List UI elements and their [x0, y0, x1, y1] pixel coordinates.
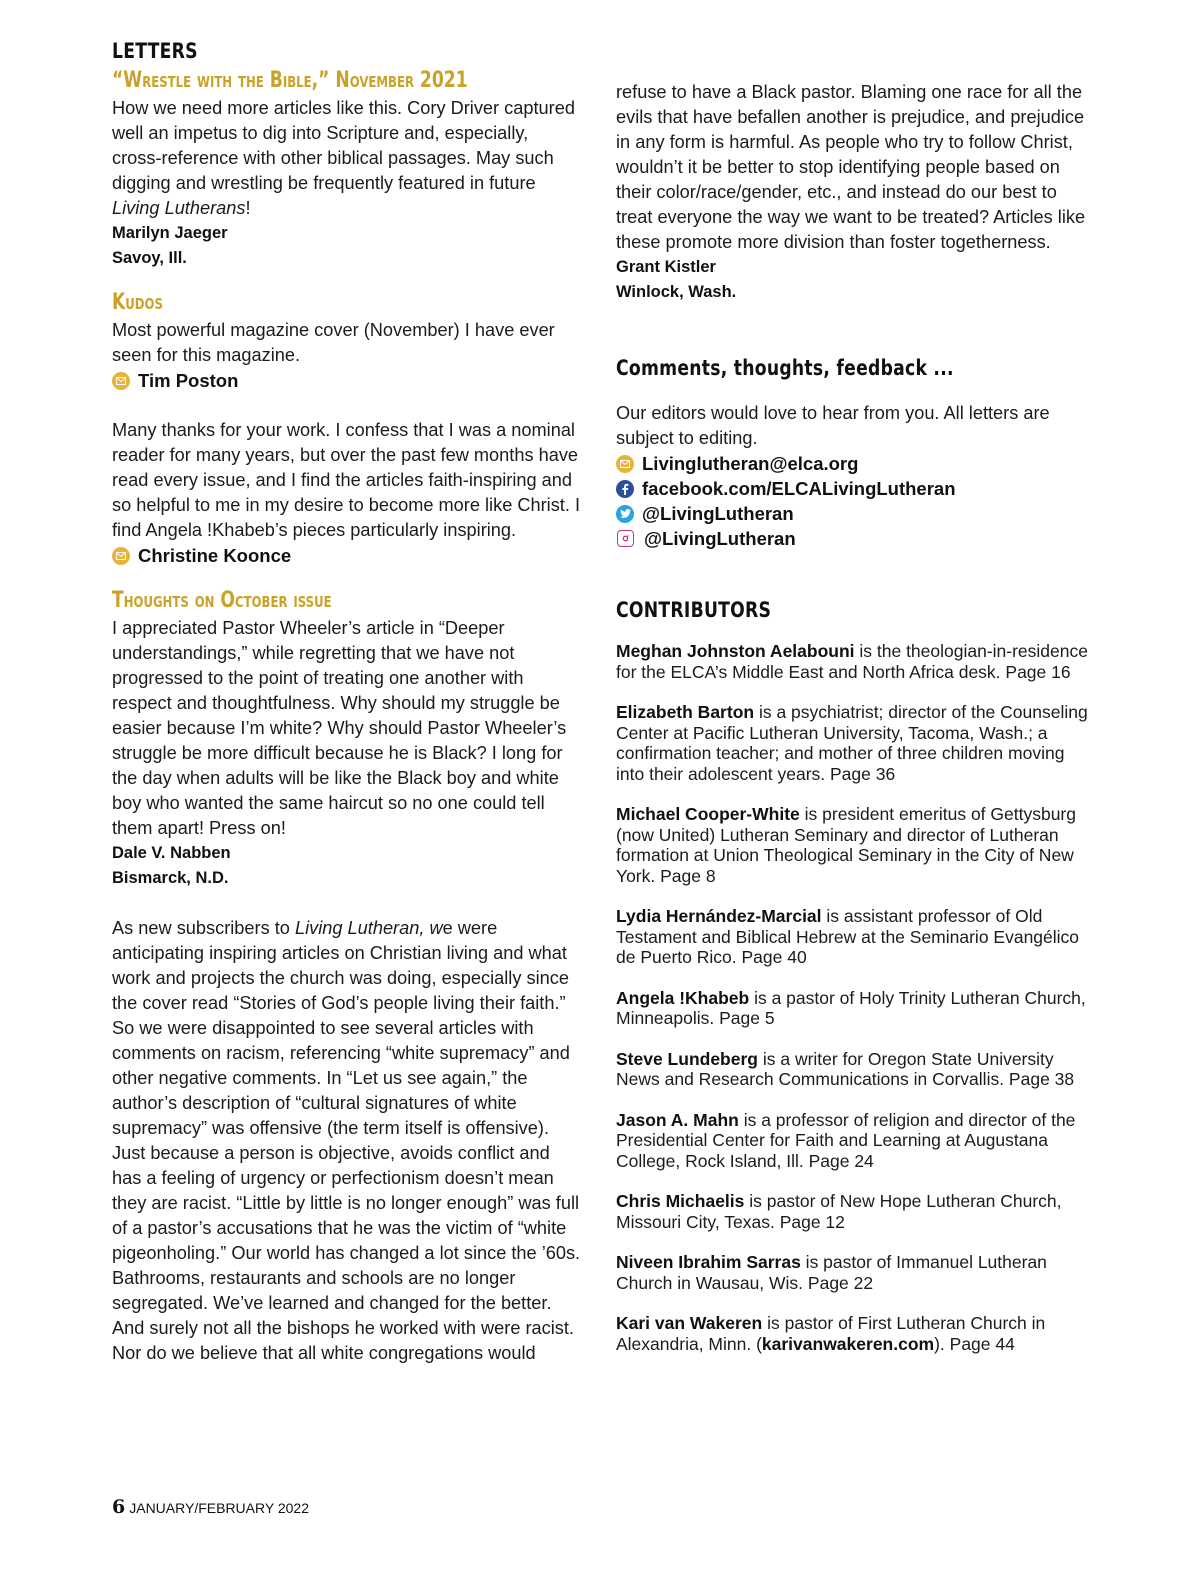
section-title-letters: LETTERS [112, 39, 198, 63]
email-link[interactable]: Livinglutheran@elca.org [616, 451, 1096, 476]
mail-icon [112, 547, 130, 565]
letter-author: Grant Kistler [616, 258, 716, 276]
letter-body: Most powerful magazine cover (November) I have ever seen for this magazine. [112, 320, 555, 365]
letter-location: Bismarck, N.D. [112, 869, 229, 887]
twitter-link[interactable]: @LivingLutheran [616, 501, 1096, 526]
left-column [112, 36, 582, 1366]
letter-author: Christine Koonce [112, 543, 582, 568]
contributor-item: Chris Michaelis is pastor of New Hope Lutheran Church, Missouri City, Texas. Page 12 [616, 1191, 1062, 1232]
letter-location: Winlock, Wash. [616, 283, 737, 301]
contributors-title: CONTRIBUTORS [616, 598, 772, 622]
topic-title-wrestle: “Wrestle with the Bible,” November 2021 [112, 68, 468, 93]
mail-icon [616, 455, 634, 473]
contributors-list [616, 641, 1096, 1354]
page-number: 6 [112, 1496, 126, 1518]
contributor-item: Steve Lundeberg is a writer for Oregon State University News and Research Communications in Corvallis. Page 38 [616, 1048, 1075, 1089]
mail-icon [112, 372, 130, 390]
letter-author: Marilyn Jaeger [112, 224, 228, 242]
contributor-item: Kari van Wakeren is pastor of First Lutheran Church in Alexandria, Minn. (karivanwakeren.com). Page 44 [616, 1313, 1046, 1354]
letter-author: Tim Poston [112, 368, 582, 393]
letter-author: Dale V. Nabben [112, 844, 231, 862]
instagram-icon [617, 530, 634, 547]
feedback-title: Comments, thoughts, feedback ... [616, 356, 954, 380]
feedback-intro: Our editors would love to hear from you. All letters are subject to editing. [616, 403, 1050, 448]
contributor-item: Niveen Ibrahim Sarras is pastor of Immanuel Lutheran Church in Wausau, Wis. Page 22 [616, 1252, 1047, 1293]
twitter-icon [616, 505, 634, 523]
contributor-item: Jason A. Mahn is a professor of religion and director of the Presidential Center for Faith and Learning at Augustana College, Rock Island, Ill. Page 24 [616, 1109, 1076, 1171]
topic-title-october: Thoughts on October issue [112, 588, 332, 613]
facebook-icon [616, 480, 634, 498]
contributor-item: Elizabeth Barton is a psychiatrist; director of the Counseling Center at Pacific Lutheran University, Tacoma, Wash.; a confirmation teacher; and mother of three children moving into their adolescent years. Page 36 [616, 702, 1088, 784]
contributor-item: Angela !Khabeb is a pastor of Holy Trinity Lutheran Church, Minneapolis. Page 5 [616, 987, 1086, 1028]
page-footer [112, 1496, 309, 1518]
contributor-item: Meghan Johnston Aelabouni is the theologian-in-residence for the ELCA’s Middle East and North Africa desk. Page 16 [616, 641, 1088, 682]
letter-body: Many thanks for your work. I confess that I was a nominal reader for many years, but over the past few months have read every issue, and I find the articles faith-inspiring and so helpful to me in my desire to become more like Christ. I find Angela !Khabeb’s pieces particularly inspiring. [112, 420, 581, 540]
contributor-item: Michael Cooper-White is president emeritus of Gettysburg (now United) Lutheran Seminary and director of Lutheran formation at Union Theological Seminary in the City of New York. Page 8 [616, 804, 1076, 886]
letter-body-continued: refuse to have a Black pastor. Blaming one race for all the evils that have befallen another is prejudice, and prejudice in any form is harmful. As people who try to follow Christ, wouldn’t it be better to stop identifying people based on their color/race/gender, etc., and instead do our best to treat everyone the way we want to be treated? Articles like these promote more division than foster togetherness. [616, 82, 1086, 252]
right-column [616, 80, 1096, 1374]
topic-title-kudos: Kudos [112, 290, 163, 315]
facebook-link[interactable]: facebook.com/ELCALivingLutheran [616, 476, 1096, 501]
letter-body: I appreciated Pastor Wheeler’s article in “Deeper understandings,” while regretting that we have not progressed to the point of treating one another with respect and thoughtfulness. Why should my struggle be easier because I’m white? Why should Pastor Wheeler’s struggle be more difficult because he is Black? I long for the day when adults will be like the Black boy and white boy who wanted the same haircut so no one could tell them apart! Press on! [112, 618, 567, 838]
letter-location: Savoy, Ill. [112, 249, 187, 267]
contributor-item: Lydia Hernández-Marcial is assistant professor of Old Testament and Biblical Hebrew at the Seminario Evangélico de Puerto Rico. Page 40 [616, 906, 1080, 967]
issue-date: JANUARY/FEBRUARY 2022 [129, 1500, 309, 1516]
letter-body: How we need more articles like this. Cory Driver captured well an impetus to dig into Scripture and, especially, cross-reference with other biblical passages. May such digging and wrestling be frequently featured in future Living Lutherans! [112, 98, 575, 218]
letter-body: As new subscribers to Living Lutheran, we were anticipating inspiring articles on Christian living and what work and projects the church was doing, especially since the cover read “Stories of God’s people living their faith.” So we were disappointed to see several articles with comments on racism, referencing “white supremacy” and other negative comments. In “Let us see again,” the author’s description of “cultural signatures of white supremacy” was offensive (the term itself is offensive). Just because a person is objective, avoids conflict and has a feeling of urgency or perfectionism doesn’t mean they are racist. “Little by little is no longer enough” was full of a pastor’s accusations that he was the victim of “white pigeonholing.” Our world has changed a lot since the ’60s. Bathrooms, restaurants and schools are no longer segregated. We’ve learned and changed for the better. And surely not all the bishops he worked with were racist. Nor do we believe that all white congregations would [112, 918, 581, 1363]
instagram-link[interactable]: @LivingLutheran [616, 526, 1096, 551]
website-link[interactable]: karivanwakeren.com [761, 1333, 935, 1354]
